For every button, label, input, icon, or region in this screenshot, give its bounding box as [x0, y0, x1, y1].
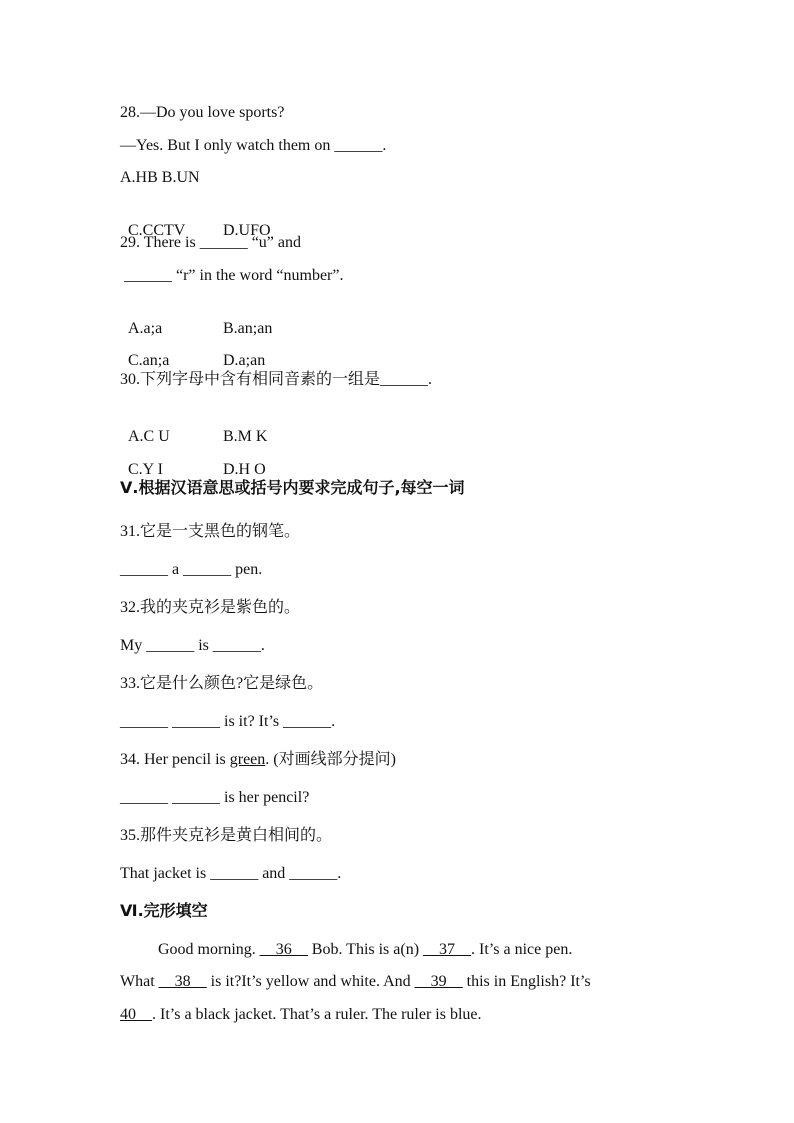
q33-blank-line: ______ ______ is it? It’s ______.	[120, 713, 336, 730]
cloze-text: . It’s a black jacket. That’s a ruler. The ruler is blue.	[152, 1006, 482, 1023]
cloze-line-2	[120, 972, 591, 992]
cloze-blank-39: __39__	[414, 973, 463, 990]
cloze-blank-38: __38__	[158, 973, 207, 990]
cloze-text: this in English? It’s	[462, 973, 591, 990]
cloze-text: . It’s a nice pen.	[471, 941, 573, 958]
cloze-text: What	[120, 973, 159, 990]
q29-option-c: C.an;a	[128, 352, 170, 369]
section-5-heading: Ⅴ.根据汉语意思或括号内要求完成句子,每空一词	[120, 478, 465, 497]
q31-prompt: 31.它是一支黑色的钢笔。	[120, 523, 301, 540]
q34-prompt	[120, 750, 396, 770]
q32-blank-line: My ______ is ______.	[120, 637, 265, 654]
q35-blank-line: That jacket is ______ and ______.	[120, 865, 342, 882]
q29-stem-line2: ______ “r” in the word “number”.	[120, 267, 344, 284]
q34-prompt-post: . (对画线部分提问)	[265, 751, 396, 768]
q29-option-a: A.a;a	[128, 320, 163, 337]
q32-prompt: 32.我的夹克衫是紫色的。	[120, 599, 301, 616]
q34-underlined-word: green	[229, 751, 266, 768]
q29-option-b: B.an;an	[223, 320, 273, 337]
q30-option-b: B.M K	[223, 428, 268, 445]
cloze-blank-36: __36__	[259, 941, 308, 958]
q30-stem: 30.下列字母中含有相同音素的一组是______.	[120, 371, 433, 388]
q29-stem-line1: 29. There is ______ “u” and	[120, 234, 301, 251]
q30-option-a: A.C U	[128, 428, 170, 445]
section-6-heading: Ⅵ.完形填空	[120, 901, 208, 920]
q33-prompt: 33.它是什么颜色?它是绿色。	[120, 675, 324, 692]
cloze-text: is it?It’s yellow and white. And	[206, 973, 415, 990]
q28-options-row1: A.HB B.UN	[120, 169, 200, 186]
q29-option-d: D.a;an	[223, 352, 266, 369]
q34-prompt-pre: 34. Her pencil is	[120, 751, 230, 768]
cloze-line-1	[158, 940, 572, 960]
q35-prompt: 35.那件夹克衫是黄白相间的。	[120, 827, 333, 844]
q28-option-d: D.UFO	[223, 222, 271, 239]
cloze-blank-37: __37__	[423, 941, 472, 958]
q28-option-c: C.CCTV	[128, 222, 186, 239]
q28-stem: 28.—Do you love sports?	[120, 104, 285, 121]
q28-answer-line: —Yes. But I only watch them on ______.	[120, 137, 387, 154]
q34-blank-line: ______ ______ is her pencil?	[120, 789, 310, 806]
q30-option-c: C.Y I	[128, 461, 163, 478]
cloze-blank-40: 40__	[120, 1006, 152, 1023]
cloze-text: Bob. This is a(n)	[307, 941, 424, 958]
q30-options-row2	[120, 440, 266, 480]
q29-options-row2	[120, 331, 265, 371]
cloze-line-3	[120, 1005, 482, 1025]
q31-blank-line: ______ a ______ pen.	[120, 561, 263, 578]
cloze-text: Good morning.	[158, 941, 260, 958]
q30-option-d: D.H O	[223, 461, 266, 478]
